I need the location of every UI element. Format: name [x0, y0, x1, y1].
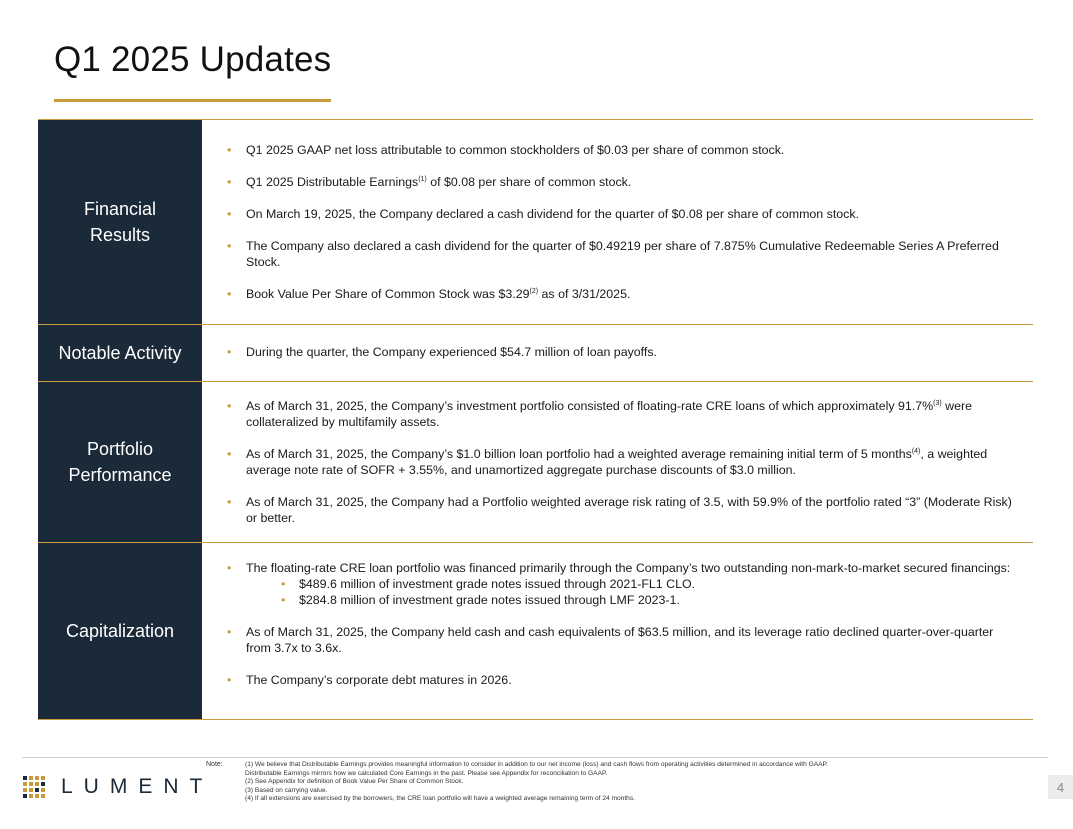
logo-grid-icon [23, 776, 45, 798]
section-label-financial [38, 120, 202, 324]
footnote: (2) See Appendix for definition of Book Value Per Share of Common Stock. [245, 778, 464, 785]
section-label-notable [38, 325, 202, 381]
footnote: Distributable Earnings mirrors how we calculated Core Earnings in the past. Please see Appendix for reconciliation to GAAP. [245, 769, 608, 777]
bullet-item [227, 174, 1015, 190]
section-label-line: Results [89, 225, 150, 245]
section-label-line: Capitalization [65, 621, 175, 641]
bullet-text: As of March 31, 2025, the Company’s $1.0 billion loan portfolio had a weighted average remaining initial term of 5 months [246, 447, 912, 461]
note-label: Note: [206, 761, 223, 768]
section-content-financial [202, 120, 1033, 324]
section-label-portfolio [38, 382, 202, 542]
section-label-capitalization [38, 543, 202, 719]
bullet-item [227, 446, 1015, 478]
bullet-text: as of 3/31/2025. [538, 287, 631, 301]
bullet-item [227, 286, 1015, 302]
lument-logo [23, 775, 213, 799]
section-content-capitalization [202, 543, 1033, 719]
bullet-list [227, 560, 1015, 688]
bullet-item: • On March 19, 2025, the Company declared a cash dividend for the quarter of $0.08 per share of common stock. [227, 206, 1015, 222]
footnote: (1) We believe that Distributable Earnings provides meaningful information to consider in addition to our net income (loss) and cash flows from operating activities determined in accordance with GAAP. [245, 761, 828, 768]
footer-divider [22, 757, 1048, 758]
bullet-text: Q1 2025 Distributable Earnings [246, 175, 419, 189]
page-number: 4 [1048, 775, 1073, 799]
section-portfolio-performance [38, 381, 1033, 542]
footnote-ref: (2) [529, 288, 539, 295]
section-financial-results [38, 119, 1033, 324]
title-underline [54, 99, 331, 102]
bullet-list [227, 142, 1015, 302]
footnote-ref: (3) [933, 400, 942, 407]
footnote-ref: (1) [418, 176, 427, 183]
bullet-item: • During the quarter, the Company experienced $54.7 million of loan payoffs. [227, 344, 657, 360]
bullet-item: • As of March 31, 2025, the Company held cash and cash equivalents of $63.5 million, and its leverage ratio declined quarter-over-quarter from 3.7x to 3.6x. [227, 624, 1015, 656]
footnote: (3) Based on carrying value. [245, 786, 328, 794]
bullet-text: of $0.08 per share of common stock. [426, 175, 632, 189]
footnotes [245, 761, 1015, 804]
section-label-line: Performance [68, 465, 172, 485]
page-title: Q1 2025 Updates [54, 40, 332, 79]
bullet-item [227, 398, 1015, 430]
section-content-portfolio [202, 382, 1033, 542]
bullet-text: Book Value Per Share of Common Stock was $3.29 [246, 287, 530, 301]
footnote: (4) If all extensions are exercised by the borrowers, the CRE loan portfolio will have a weighted average remaining term of 24 months. [245, 795, 635, 802]
section-capitalization [38, 542, 1033, 720]
section-label-line: Notable Activity [58, 343, 182, 363]
sub-bullet-item: • $489.6 million of investment grade notes issued through 2021-FL1 CLO. [281, 576, 1015, 592]
bullet-text: were collateralized by multifamily assets. [246, 399, 972, 429]
footnote-ref: (4) [911, 448, 921, 455]
bullet-item: • Q1 2025 GAAP net loss attributable to common stockholders of $0.03 per share of common stock. [227, 142, 1015, 158]
updates-table [38, 119, 1033, 720]
section-notable-activity [38, 324, 1033, 381]
bullet-item: • The Company also declared a cash dividend for the quarter of $0.49219 per share of 7.875% Cumulative Redeemable Series A Preferred Stock. [227, 238, 1015, 270]
bullet-text: , a weighted average note rate of SOFR + 3.55%, and unamortized aggregate purchase discounts of $3.0 million. [246, 447, 988, 477]
sub-bullet-item: • $284.8 million of investment grade notes issued through LMF 2023-1. [281, 592, 1015, 608]
section-content-notable [202, 325, 1033, 381]
section-label-line: Financial [83, 199, 157, 219]
bullet-list [227, 344, 657, 360]
section-label-line: Portfolio [86, 439, 154, 459]
bullet-list [227, 398, 1015, 526]
bullet-item [227, 560, 1015, 608]
sub-bullet-list [246, 576, 1015, 608]
logo-wordmark: LUMENT [61, 775, 214, 798]
bullet-item: • As of March 31, 2025, the Company had a Portfolio weighted average risk rating of 3.5, with 59.9% of the portfolio rated “3” (Moderate Risk) or better. [227, 494, 1015, 526]
bullet-text: The floating-rate CRE loan portfolio was financed primarily through the Company’s two outstanding non-mark-to-market secured financings: [246, 561, 1011, 575]
bullet-text: As of March 31, 2025, the Company’s investment portfolio consisted of floating-rate CRE loans of which approximately 91.7% [246, 399, 934, 413]
bullet-item: • The Company’s corporate debt matures in 2026. [227, 672, 1015, 688]
